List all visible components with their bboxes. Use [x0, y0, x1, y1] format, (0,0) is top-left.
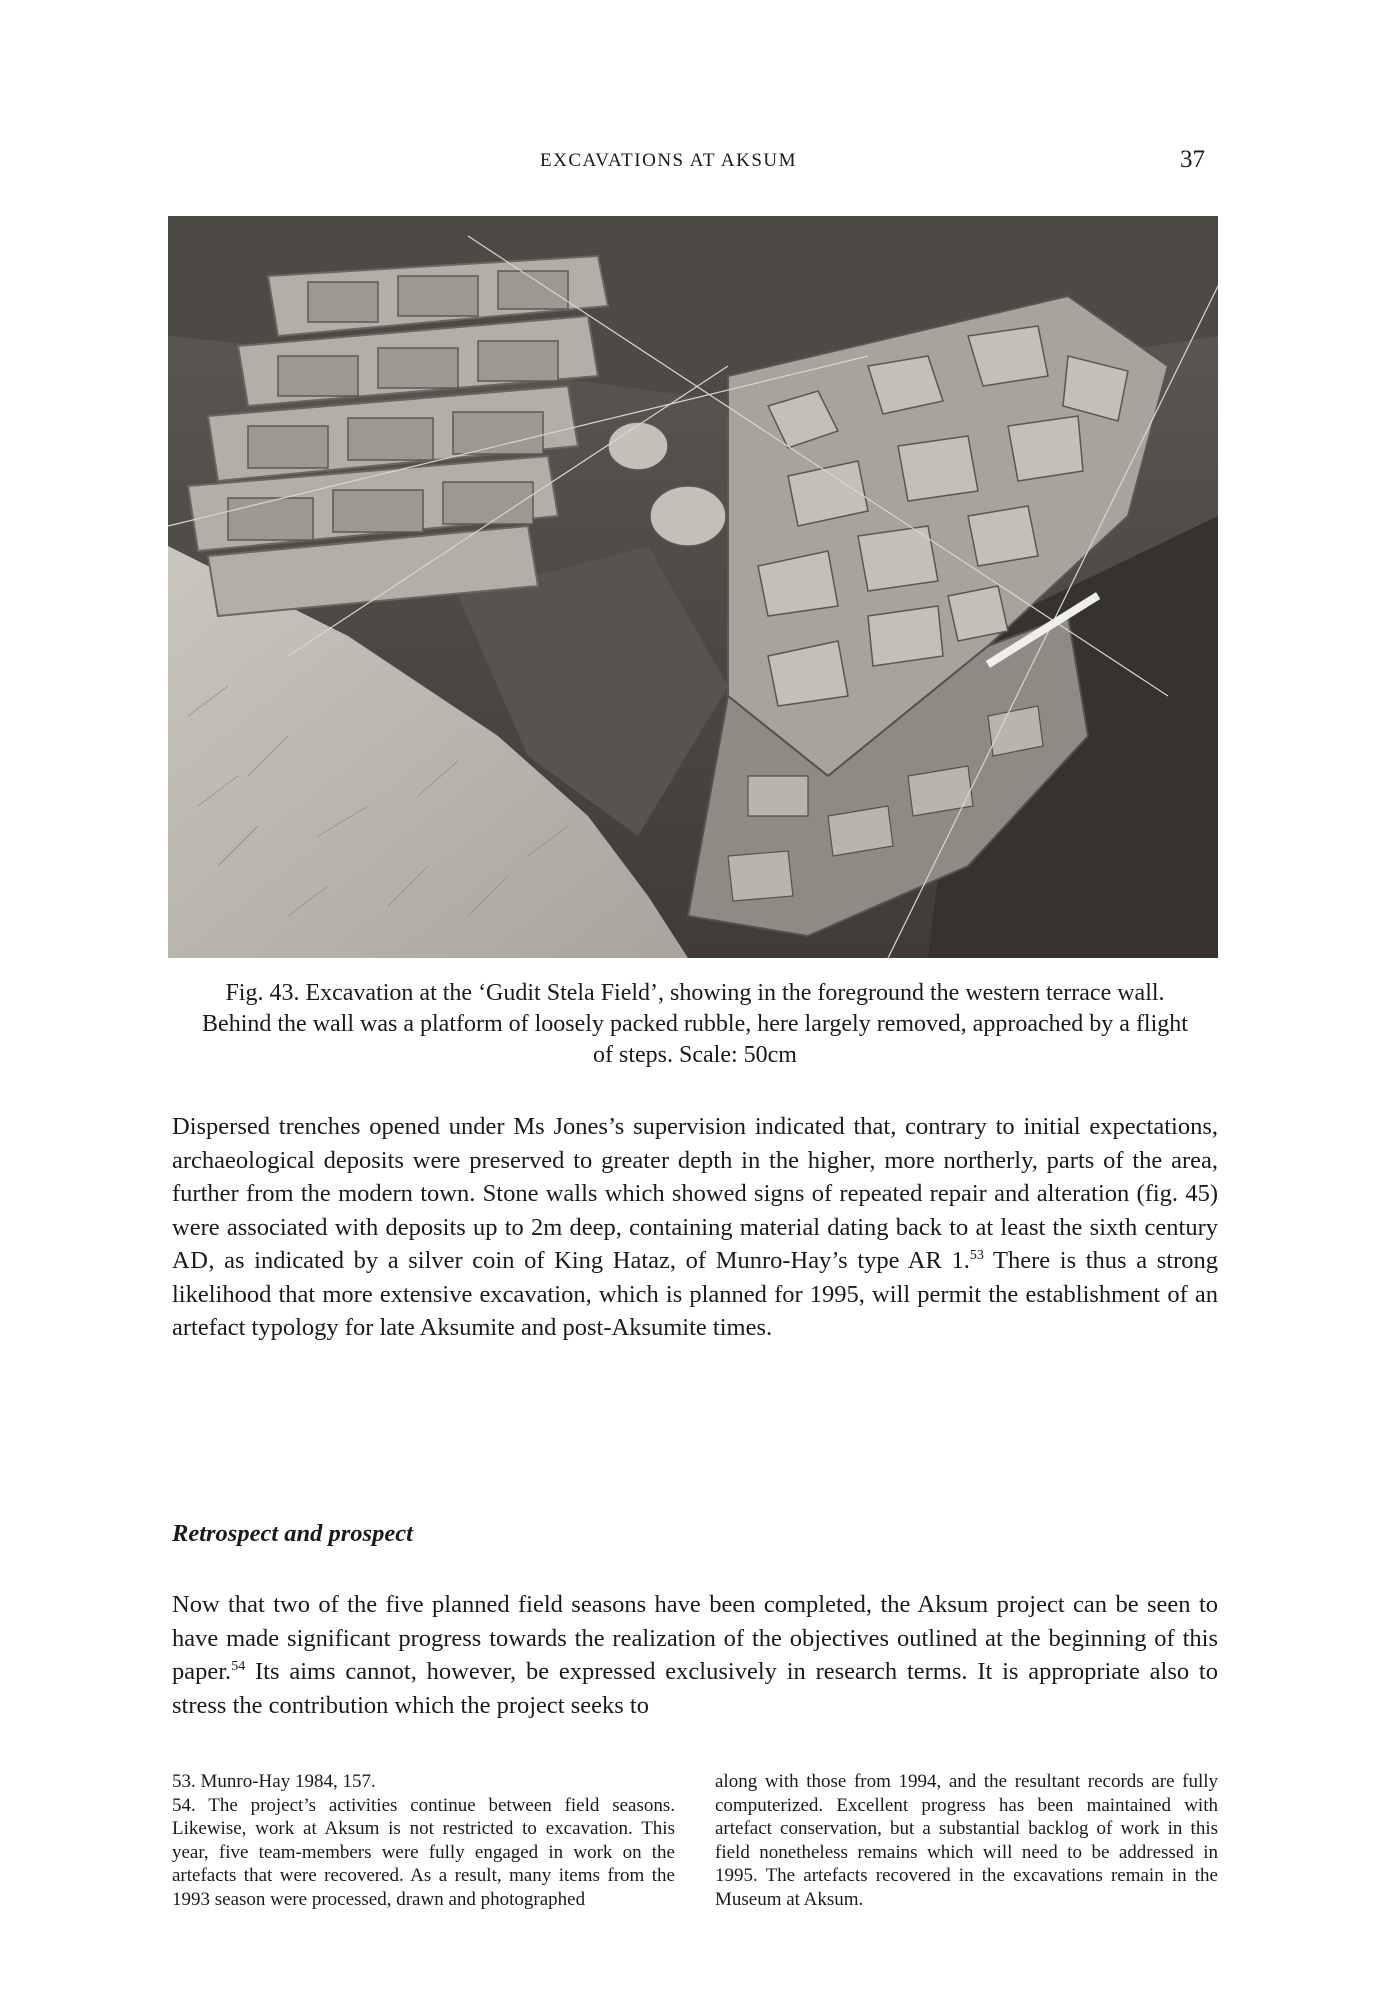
running-head: EXCAVATIONS AT AKSUM [540, 150, 798, 171]
footnote-ref-54: 54 [231, 1658, 246, 1674]
excavation-photo-illustration [168, 216, 1218, 958]
excavation-photograph [168, 216, 1218, 958]
figure-caption: Fig. 43. Excavation at the ‘Gudit Stela Field’, showing in the foreground the western terrace wall. Behind the wall was a platform of loosely packed rubble, here largely removed, approached by a flight of steps. Scale: 50cm [202, 980, 1188, 1068]
footnotes-left-column [172, 1770, 675, 1911]
paragraph-text: , as indicated by a silver coin of King Hataz, of Munro-Hay’s type AR 1. [208, 1247, 970, 1274]
paragraph-text: Its aims cannot, however, be expressed exclusively in research terms. It is appropriate also to stress the contribution which the project seeks to [172, 1658, 1218, 1719]
body-paragraph-trenches [172, 1110, 1218, 1345]
paragraph-text: Now that two of the five planned field seasons have been completed, the Aksum project can be seen to have made significant progress towards the realization of the objectives outlined at the beginning of this paper. [172, 1591, 1218, 1685]
era-abbreviation: AD [172, 1247, 209, 1274]
footnote-54: 54. The project’s activities continue between field seasons. Likewise, work at Aksum is not restricted to excavation. This year, five team-members were fully engaged in work on the artefacts that were recovered. As a result, many items from the 1993 season were processed, drawn and photographed [172, 1794, 675, 1910]
footnote-ref-53: 53 [969, 1247, 984, 1263]
footnotes [172, 1770, 1218, 1911]
body-paragraph-retrospect [172, 1588, 1218, 1722]
section-heading: Retrospect and prospect [172, 1520, 413, 1547]
footnotes-right-column [715, 1770, 1218, 1911]
footnote-54-continued: along with those from 1994, and the resultant records are fully computerized. Excellent progress has been maintained with artefact conservation, but a substantial backlog of work in this field nonetheless remains which will need to be addressed in 1995. The artefacts recovered in the excavations remain in the Museum at Aksum. [715, 1771, 1218, 1910]
footnote-53: 53. Munro-Hay 1984, 157. [172, 1771, 376, 1792]
paragraph-text: There is thus a strong likelihood that more extensive excavation, which is planned for 1995, will permit the establishment of an artefact typology for late Aksumite and post-Aksumite times. [172, 1247, 1218, 1341]
paragraph-text: Dispersed trenches opened under Ms Jones’s supervision indicated that, contrary to initial expectations, archaeological deposits were preserved to greater depth in the higher, more northerly, parts of the area, further from the modern town. Stone walls which showed signs of repeated repair and alteration (fig. 45) were associated with deposits up to 2m deep, containing material dating back to at least the sixth century [172, 1113, 1218, 1241]
page-number: 37 [1180, 146, 1205, 173]
